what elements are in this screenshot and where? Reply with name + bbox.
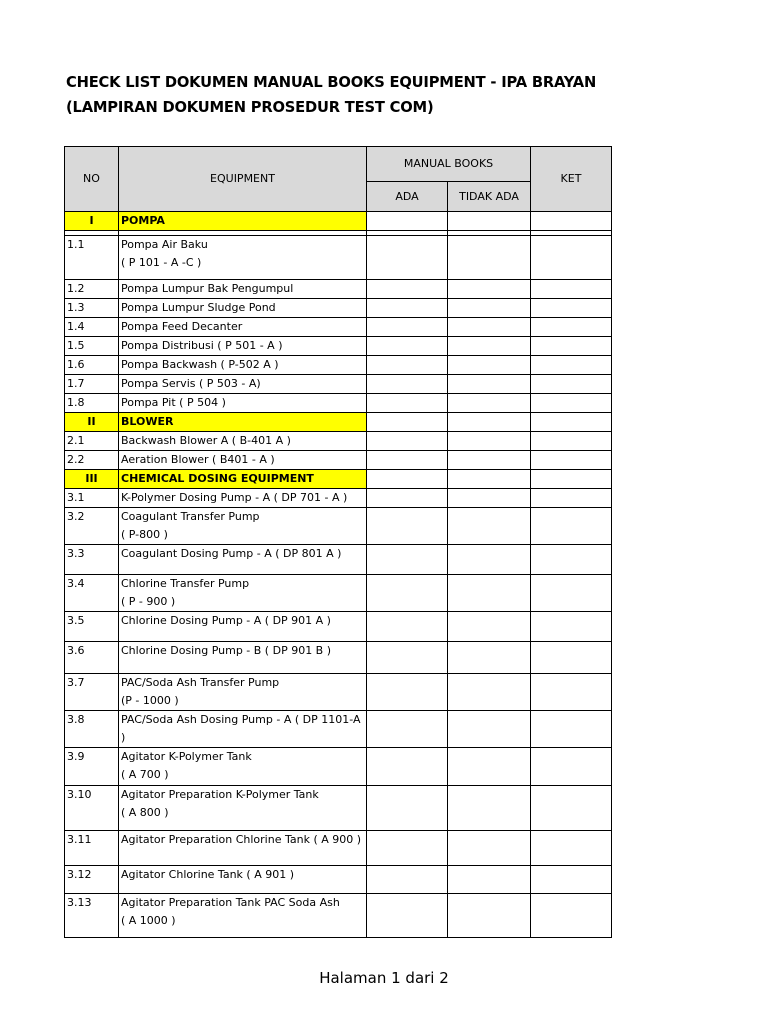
table-row — [65, 375, 612, 394]
section-header-row — [65, 413, 612, 432]
ket-cell — [531, 642, 612, 674]
tidak-ada-cell — [448, 299, 531, 318]
equipment-line: Agitator Preparation Tank PAC Soda Ash — [121, 896, 340, 909]
table-row — [65, 866, 612, 894]
ket-cell — [531, 674, 612, 711]
equipment-line: K-Polymer Dosing Pump - A ( DP 701 - A ) — [121, 491, 348, 504]
equipment-line: Agitator Chlorine Tank ( A 901 ) — [121, 868, 295, 881]
table-row — [65, 508, 612, 545]
equipment-name — [119, 280, 367, 299]
ket-cell — [531, 318, 612, 337]
equipment-name — [119, 711, 367, 748]
item-number: 3.5 — [65, 612, 119, 642]
item-number: 1.1 — [65, 236, 119, 280]
item-number: 1.2 — [65, 280, 119, 299]
table-row — [65, 318, 612, 337]
ada-cell — [367, 575, 448, 612]
equipment-name — [119, 674, 367, 711]
equipment-line: Chlorine Dosing Pump - A ( DP 901 A ) — [121, 614, 331, 627]
equipment-name — [119, 337, 367, 356]
ada-cell — [367, 894, 448, 938]
table-row — [65, 786, 612, 831]
tidak-ada-cell — [448, 413, 531, 432]
tidak-ada-cell — [448, 711, 531, 748]
equipment-name — [119, 786, 367, 831]
ket-cell — [531, 236, 612, 280]
tidak-ada-cell — [448, 612, 531, 642]
ada-cell — [367, 748, 448, 786]
table-row — [65, 236, 612, 280]
ada-cell — [367, 394, 448, 413]
ket-cell — [531, 545, 612, 575]
title-line-1: CHECK LIST DOKUMEN MANUAL BOOKS EQUIPMENT - IPA BRAYAN — [66, 73, 597, 91]
equipment-name — [119, 894, 367, 938]
ket-cell — [531, 748, 612, 786]
tidak-ada-cell — [448, 748, 531, 786]
tidak-ada-cell — [448, 674, 531, 711]
ada-cell — [367, 470, 448, 489]
equipment-name — [119, 866, 367, 894]
checklist-table — [64, 146, 612, 938]
table-row — [65, 612, 612, 642]
equipment-name — [119, 318, 367, 337]
ket-cell — [531, 212, 612, 231]
ket-cell — [531, 894, 612, 938]
table-row — [65, 394, 612, 413]
table-row — [65, 642, 612, 674]
ket-cell — [531, 786, 612, 831]
tidak-ada-cell — [448, 894, 531, 938]
ada-cell — [367, 545, 448, 575]
ada-cell — [367, 642, 448, 674]
tidak-ada-cell — [448, 489, 531, 508]
ada-cell — [367, 711, 448, 748]
header-no: NO — [65, 147, 119, 212]
tidak-ada-cell — [448, 356, 531, 375]
ket-cell — [531, 711, 612, 748]
equipment-name — [119, 508, 367, 545]
header-equipment: EQUIPMENT — [119, 147, 367, 212]
tidak-ada-cell — [448, 545, 531, 575]
item-number: 3.3 — [65, 545, 119, 575]
section-header-row — [65, 212, 612, 231]
table-row — [65, 432, 612, 451]
table-row — [65, 489, 612, 508]
equipment-line: Pompa Lumpur Bak Pengumpul — [121, 282, 294, 295]
item-number: 2.2 — [65, 451, 119, 470]
equipment-line: ( A 1000 ) — [121, 914, 176, 927]
item-number: 3.9 — [65, 748, 119, 786]
ket-cell — [531, 575, 612, 612]
equipment-name — [119, 489, 367, 508]
equipment-line: PAC/Soda Ash Dosing Pump - A ( DP 1101-A — [121, 713, 361, 726]
equipment-name — [119, 831, 367, 866]
equipment-line: Chlorine Dosing Pump - B ( DP 901 B ) — [121, 644, 332, 657]
ket-cell — [531, 612, 612, 642]
equipment-name — [119, 748, 367, 786]
ada-cell — [367, 280, 448, 299]
equipment-line: ( P - 900 ) — [121, 595, 176, 608]
table-row — [65, 451, 612, 470]
equipment-name — [119, 299, 367, 318]
equipment-line: Pompa Servis ( P 503 - A) — [121, 377, 261, 390]
item-number: 3.2 — [65, 508, 119, 545]
ada-cell — [367, 236, 448, 280]
header-tidak-ada: TIDAK ADA — [448, 182, 531, 212]
tidak-ada-cell — [448, 575, 531, 612]
section-header-row — [65, 470, 612, 489]
equipment-line: Agitator Preparation K-Polymer Tank — [121, 788, 319, 801]
equipment-name — [119, 545, 367, 575]
tidak-ada-cell — [448, 451, 531, 470]
equipment-line: ( A 800 ) — [121, 806, 169, 819]
ada-cell — [367, 375, 448, 394]
ket-cell — [531, 337, 612, 356]
header-manual-books: MANUAL BOOKS — [367, 147, 531, 182]
ket-cell — [531, 356, 612, 375]
item-number: 1.3 — [65, 299, 119, 318]
equipment-line: Pompa Air Baku — [121, 238, 208, 251]
header-ket: KET — [531, 147, 612, 212]
header-ada: ADA — [367, 182, 448, 212]
ada-cell — [367, 674, 448, 711]
item-number: 2.1 — [65, 432, 119, 451]
ada-cell — [367, 299, 448, 318]
item-number: 3.11 — [65, 831, 119, 866]
item-number: 3.7 — [65, 674, 119, 711]
tidak-ada-cell — [448, 236, 531, 280]
equipment-line: Coagulant Dosing Pump - A ( DP 801 A ) — [121, 547, 342, 560]
equipment-name — [119, 236, 367, 280]
ket-cell — [531, 280, 612, 299]
table-row — [65, 280, 612, 299]
equipment-line: Pompa Distribusi ( P 501 - A ) — [121, 339, 283, 352]
tidak-ada-cell — [448, 508, 531, 545]
table-row — [65, 575, 612, 612]
ket-cell — [531, 432, 612, 451]
equipment-line: ) — [121, 731, 126, 744]
page-number: Halaman 1 dari 2 — [319, 969, 449, 987]
equipment-line: Coagulant Transfer Pump — [121, 510, 260, 523]
item-number: 3.13 — [65, 894, 119, 938]
table-row — [65, 299, 612, 318]
document-title — [66, 70, 732, 120]
tidak-ada-cell — [448, 642, 531, 674]
tidak-ada-cell — [448, 318, 531, 337]
equipment-name — [119, 356, 367, 375]
ada-cell — [367, 489, 448, 508]
ada-cell — [367, 612, 448, 642]
item-number: 3.10 — [65, 786, 119, 831]
ada-cell — [367, 866, 448, 894]
equipment-line: Agitator K-Polymer Tank — [121, 750, 252, 763]
table-row — [65, 545, 612, 575]
item-number: 3.4 — [65, 575, 119, 612]
table-body — [65, 212, 612, 938]
equipment-name — [119, 375, 367, 394]
table-row — [65, 831, 612, 866]
ada-cell — [367, 786, 448, 831]
item-number: 1.6 — [65, 356, 119, 375]
tidak-ada-cell — [448, 866, 531, 894]
ada-cell — [367, 337, 448, 356]
table-row — [65, 748, 612, 786]
equipment-line: Chlorine Transfer Pump — [121, 577, 250, 590]
section-number: II — [65, 413, 119, 432]
item-number: 1.8 — [65, 394, 119, 413]
table-row — [65, 894, 612, 938]
equipment-line: (P - 1000 ) — [121, 694, 179, 707]
tidak-ada-cell — [448, 375, 531, 394]
ket-cell — [531, 508, 612, 545]
item-number: 1.5 — [65, 337, 119, 356]
ket-cell — [531, 451, 612, 470]
ada-cell — [367, 451, 448, 470]
ada-cell — [367, 318, 448, 337]
ket-cell — [531, 299, 612, 318]
equipment-name — [119, 432, 367, 451]
tidak-ada-cell — [448, 831, 531, 866]
tidak-ada-cell — [448, 432, 531, 451]
tidak-ada-cell — [448, 212, 531, 231]
item-number: 3.1 — [65, 489, 119, 508]
equipment-line: Backwash Blower A ( B-401 A ) — [121, 434, 291, 447]
section-number: I — [65, 212, 119, 231]
title-line-2: (LAMPIRAN DOKUMEN PROSEDUR TEST COM) — [66, 98, 434, 116]
equipment-line: Pompa Pit ( P 504 ) — [121, 396, 226, 409]
item-number: 1.7 — [65, 375, 119, 394]
section-title: CHEMICAL DOSING EQUIPMENT — [119, 470, 367, 489]
ada-cell — [367, 212, 448, 231]
equipment-name — [119, 575, 367, 612]
equipment-name — [119, 612, 367, 642]
table-row — [65, 337, 612, 356]
ket-cell — [531, 470, 612, 489]
section-title: POMPA — [119, 212, 367, 231]
item-number: 3.12 — [65, 866, 119, 894]
equipment-line: Pompa Backwash ( P-502 A ) — [121, 358, 279, 371]
equipment-line: PAC/Soda Ash Transfer Pump — [121, 676, 280, 689]
ada-cell — [367, 413, 448, 432]
section-title: BLOWER — [119, 413, 367, 432]
item-number: 1.4 — [65, 318, 119, 337]
tidak-ada-cell — [448, 394, 531, 413]
table-row — [65, 711, 612, 748]
item-number: 3.6 — [65, 642, 119, 674]
section-number: III — [65, 470, 119, 489]
ket-cell — [531, 489, 612, 508]
table-row — [65, 356, 612, 375]
ket-cell — [531, 394, 612, 413]
equipment-line: Aeration Blower ( B401 - A ) — [121, 453, 275, 466]
equipment-line: ( P 101 - A -C ) — [121, 256, 202, 269]
tidak-ada-cell — [448, 786, 531, 831]
equipment-line: Pompa Lumpur Sludge Pond — [121, 301, 276, 314]
ket-cell — [531, 375, 612, 394]
equipment-line: ( A 700 ) — [121, 768, 169, 781]
ada-cell — [367, 831, 448, 866]
equipment-name — [119, 642, 367, 674]
ada-cell — [367, 356, 448, 375]
tidak-ada-cell — [448, 337, 531, 356]
ada-cell — [367, 508, 448, 545]
tidak-ada-cell — [448, 470, 531, 489]
equipment-name — [119, 451, 367, 470]
ket-cell — [531, 413, 612, 432]
equipment-line: Pompa Feed Decanter — [121, 320, 243, 333]
equipment-name — [119, 394, 367, 413]
item-number: 3.8 — [65, 711, 119, 748]
tidak-ada-cell — [448, 280, 531, 299]
ket-cell — [531, 831, 612, 866]
equipment-line: Agitator Preparation Chlorine Tank ( A 900 ) — [121, 833, 362, 846]
ada-cell — [367, 432, 448, 451]
equipment-line: ( P-800 ) — [121, 528, 168, 541]
ket-cell — [531, 866, 612, 894]
table-row — [65, 674, 612, 711]
